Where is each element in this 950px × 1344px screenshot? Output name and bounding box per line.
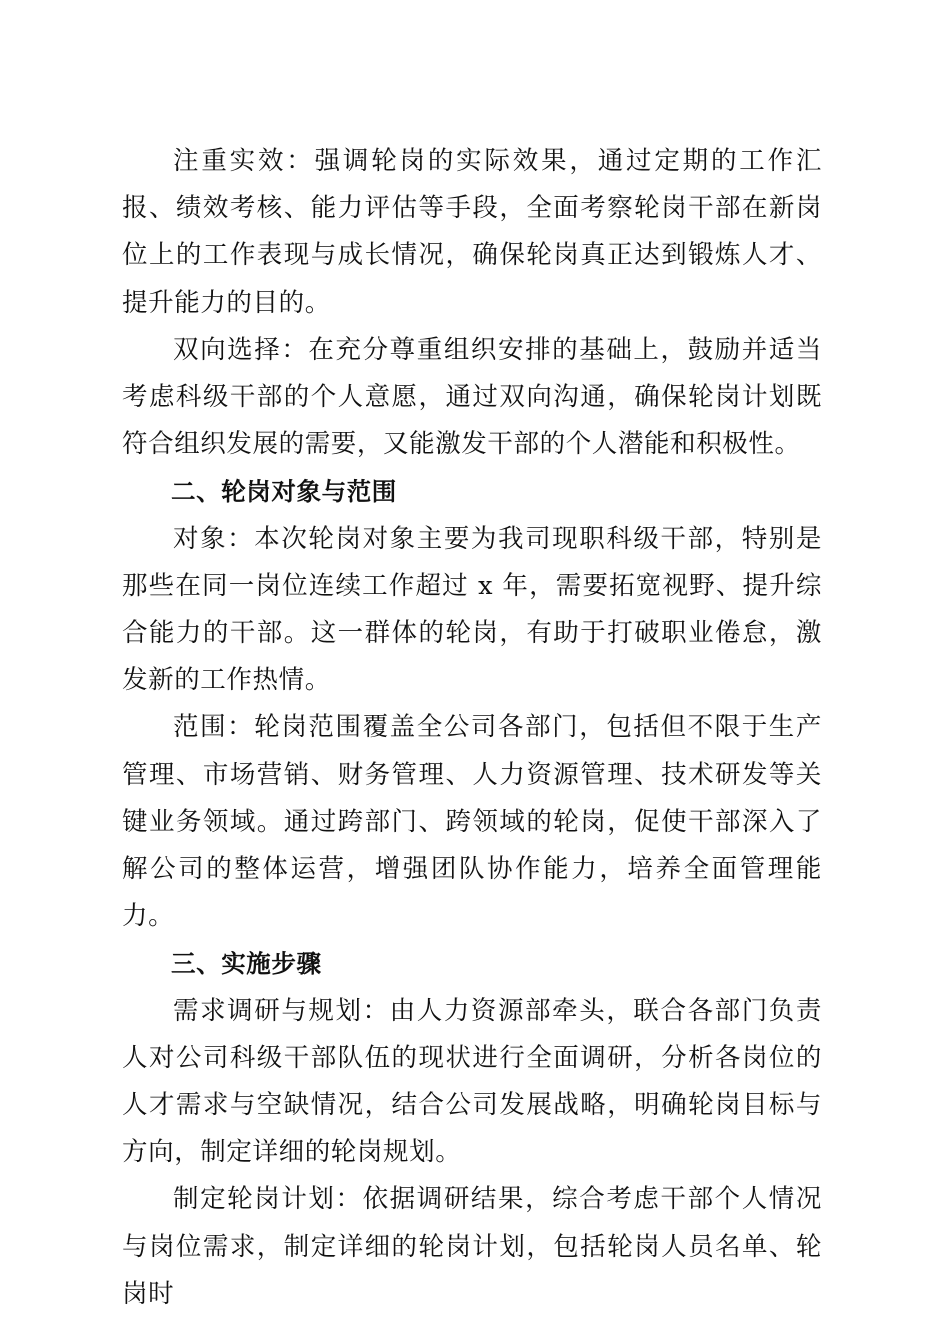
paragraph-target-objects: 对象：本次轮岗对象主要为我司现职科级干部，特别是那些在同一岗位连续工作超过 x 年，需要拓宽视野、提升综合能力的干部。这一群体的轮岗，有助于打破职业倦怠，激发新的工作热情。 (122, 523, 822, 696)
paragraph-rotation-range: 范围：轮岗范围覆盖全公司各部门，包括但不限于生产管理、市场营销、财务管理、人力资源管理、技术研发等关键业务领域。通过跨部门、跨领域的轮岗，促使干部深入了解公司的整体运营，增强团队协作能力，培养全面管理能力。 (122, 712, 822, 932)
paragraph-two-way-selection: 双向选择：在充分尊重组织安排的基础上，鼓励并适当考虑科级干部的个人意愿，通过双向沟通，确保轮岗计划既符合组织发展的需要，又能激发干部的个人潜能和积极性。 (122, 334, 822, 460)
section-heading-scope: 二、轮岗对象与范围 (171, 477, 397, 507)
paragraph-needs-research: 需求调研与规划：由人力资源部牵头，联合各部门负责人对公司科级干部队伍的现状进行全面调研，分析各岗位的人才需求与空缺情况，结合公司发展战略，明确轮岗目标与方向，制定详细的轮岗规划。 (122, 995, 822, 1168)
paragraph-focus-on-effectiveness: 注重实效：强调轮岗的实际效果，通过定期的工作汇报、绩效考核、能力评估等手段，全面考察轮岗干部在新岗位上的工作表现与成长情况，确保轮岗真正达到锻炼人才、提升能力的目的。 (122, 146, 822, 318)
paragraph-rotation-plan: 制定轮岗计划：依据调研结果，综合考虑干部个人情况与岗位需求，制定详细的轮岗计划，包括轮岗人员名单、轮岗时 (122, 1184, 822, 1309)
section-heading-implementation: 三、实施步骤 (171, 949, 322, 979)
document-page (122, 138, 822, 1318)
